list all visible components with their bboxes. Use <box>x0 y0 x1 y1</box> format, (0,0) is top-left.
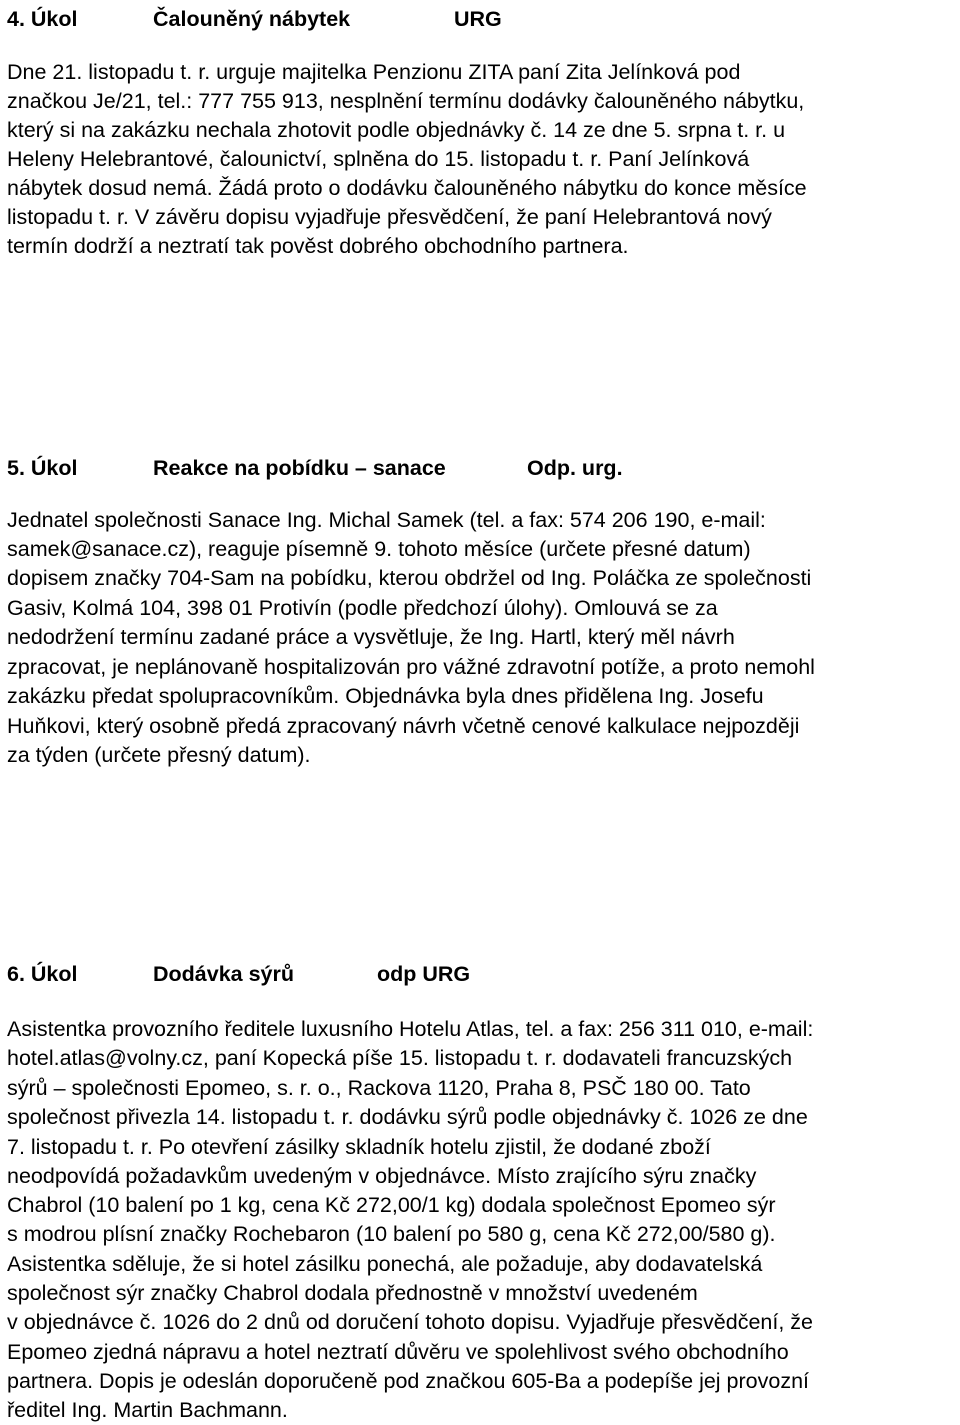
task6-line: Asistentka sděluje, že si hotel zásilku ponechá, ale požaduje, aby dodavatelská <box>7 1252 763 1276</box>
task6-title: Dodávka sýrů <box>153 962 295 986</box>
task5-line: samek@sanace.cz), reaguje písemně 9. tohoto měsíce (určete přesné datum) <box>7 537 751 561</box>
task6-line: hotel.atlas@volny.cz, paní Kopecká píše 15. listopadu t. r. dodavateli francuzských <box>7 1046 793 1070</box>
task5-line: zpracovat, je neplánovaně hospitalizován pro vážné zdravotní potíže, a proto nemohl <box>7 655 815 679</box>
task6-line: ředitel Ing. Martin Bachmann. <box>7 1398 288 1422</box>
task6-line: neodpovídá požadavkům uvedeným v objednávce. Místo zrajícího sýru značky <box>7 1164 757 1188</box>
task5-tag: Odp. urg. <box>527 456 623 480</box>
task5-line: Huňkovi, který osobně předá zpracovaný návrh včetně cenové kalkulace nejpozději <box>7 714 800 738</box>
task6-line: společnost přivezla 14. listopadu t. r. dodávku sýrů podle objednávky č. 1026 ze dne <box>7 1105 808 1129</box>
task4-line: Dne 21. listopadu t. r. urguje majitelka Penzionu ZITA paní Zita Jelínková pod <box>7 60 741 84</box>
task6-number: 6. Úkol <box>7 962 78 986</box>
task5-line: Jednatel společnosti Sanace Ing. Michal Samek (tel. a fax: 574 206 190, e-mail: <box>7 508 766 532</box>
task6-line: s modrou plísní značky Rochebaron (10 balení po 580 g, cena Kč 272,00/580 g). <box>7 1222 776 1246</box>
task6-line: Epomeo zjedná nápravu a hotel neztratí důvěru ve spolehlivost svého obchodního <box>7 1340 789 1364</box>
task5-line: Gasiv, Kolmá 104, 398 01 Protivín (podle předchozí úlohy). Omlouvá se za <box>7 596 718 620</box>
task6-line: sýrů – společnosti Epomeo, s. r. o., Rackova 1120, Praha 8, PSČ 180 00. Tato <box>7 1076 751 1100</box>
task5-line: dopisem značky 704-Sam na pobídku, kterou obdržel od Ing. Poláčka ze společnosti <box>7 566 812 590</box>
task6-line: v objednávce č. 1026 do 2 dnů od doručení tohoto dopisu. Vyjadřuje přesvědčení, že <box>7 1310 814 1334</box>
task5-line: nedodržení termínu zadané práce a vysvětluje, že Ing. Hartl, který měl návrh <box>7 625 735 649</box>
task4-line: nábytek dosud nemá. Žádá proto o dodávku čalouněného nábytku do konce měsíce <box>7 176 807 200</box>
task4-tag: URG <box>454 7 502 31</box>
task6-line: Chabrol (10 balení po 1 kg, cena Kč 272,00/1 kg) dodala společnost Epomeo sýr <box>7 1193 776 1217</box>
task5-line: zakázku předat spolupracovníkům. Objednávka byla dnes přidělena Ing. Josefu <box>7 684 764 708</box>
task4-number: 4. Úkol <box>7 7 78 31</box>
task6-line: společnost sýr značky Chabrol dodala přednostně v množství uvedeném <box>7 1281 698 1305</box>
task4-line: Heleny Helebrantové, čalounictví, splněna do 15. listopadu t. r. Paní Jelínková <box>7 147 750 171</box>
task6-line: partnera. Dopis je odeslán doporučeně pod značkou 605-Ba a podepíše jej provozní <box>7 1369 810 1393</box>
task4-line: který si na zakázku nechala zhotovit podle objednávky č. 14 ze dne 5. srpna t. r. u <box>7 118 786 142</box>
task5-number: 5. Úkol <box>7 456 78 480</box>
task4-line: listopadu t. r. V závěru dopisu vyjadřuje přesvědčení, že paní Helebrantová nový <box>7 205 772 229</box>
task6-tag: odp URG <box>377 962 471 986</box>
task6-line: 7. listopadu t. r. Po otevření zásilky skladník hotelu zjistil, že dodané zboží <box>7 1135 711 1159</box>
task4-title: Čalouněný nábytek <box>153 7 351 31</box>
task5-title: Reakce na pobídku – sanace <box>153 456 446 480</box>
task4-line: značkou Je/21, tel.: 777 755 913, nesplnění termínu dodávky čalouněného nábytku, <box>7 89 805 113</box>
task5-line: za týden (určete přesný datum). <box>7 743 311 767</box>
task6-line: Asistentka provozního ředitele luxusního Hotelu Atlas, tel. a fax: 256 311 010, e-mail: <box>7 1017 814 1041</box>
task4-line: termín dodrží a neztratí tak pověst dobrého obchodního partnera. <box>7 234 629 258</box>
